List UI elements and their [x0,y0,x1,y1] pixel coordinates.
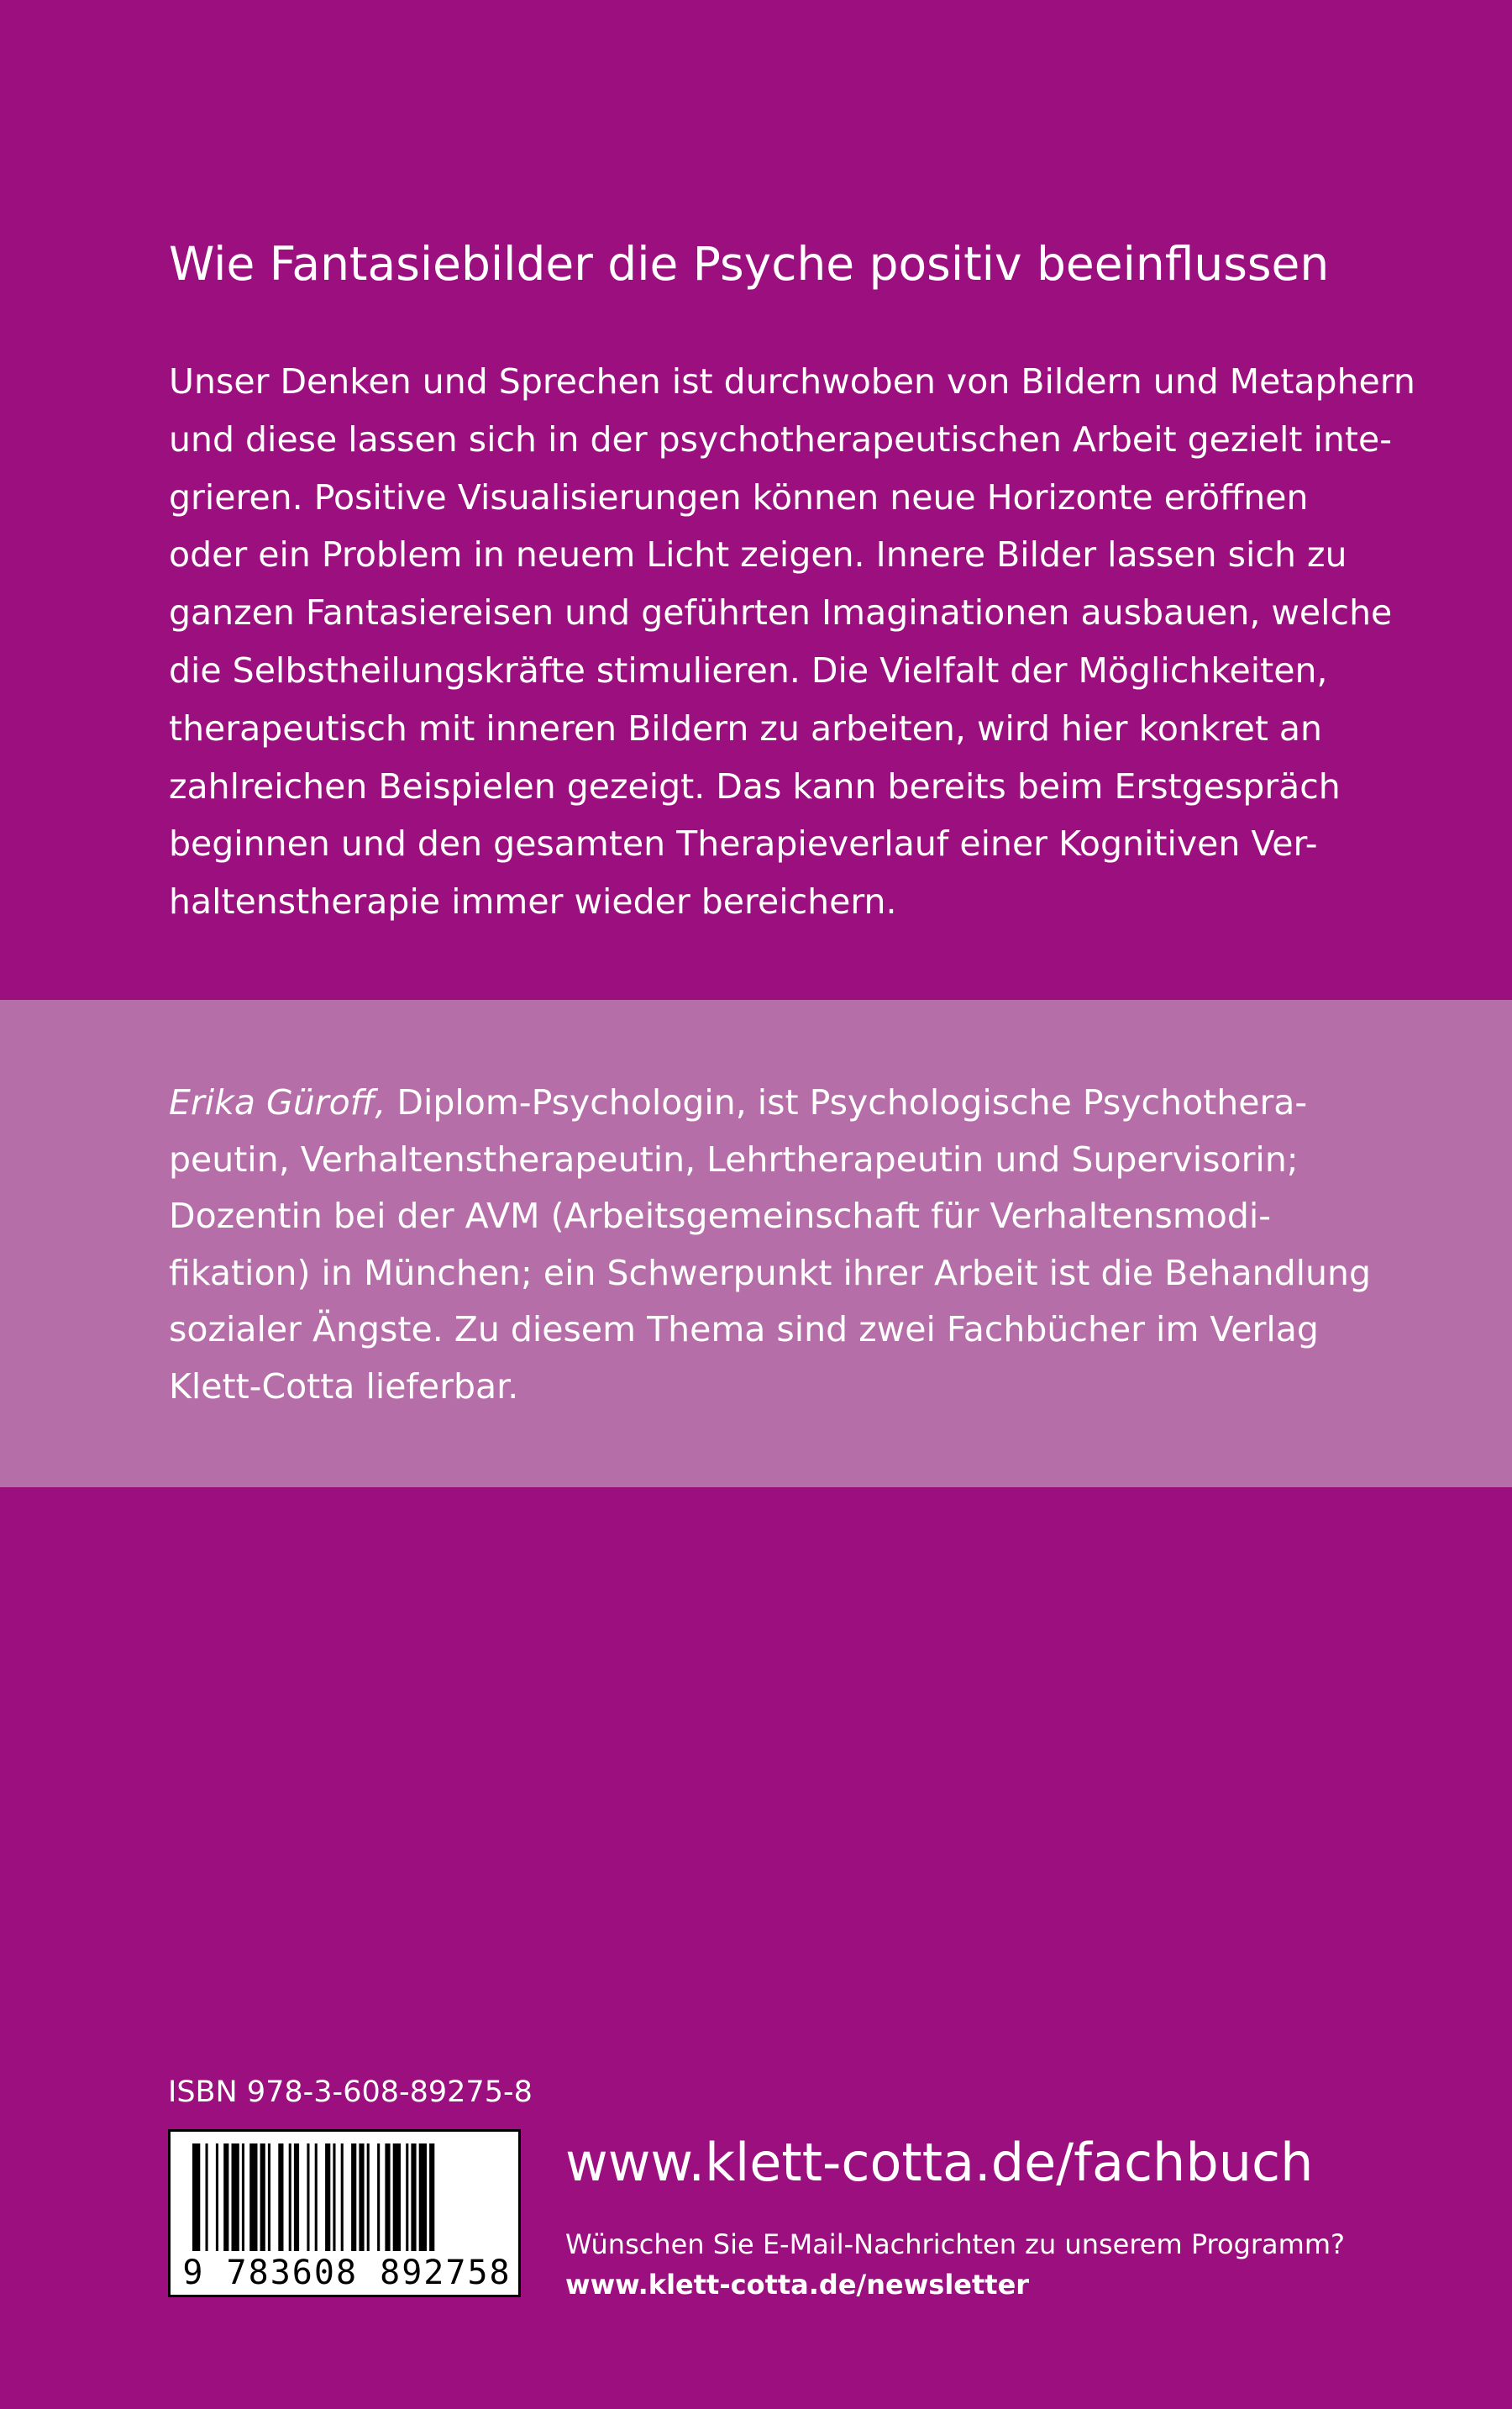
barcode-bar [260,2143,265,2251]
description-line: grieren. Positive Visualisierungen können neue Horizonte eröffnen [169,476,1309,518]
barcode-bar [206,2143,208,2251]
barcode-bar [385,2143,390,2251]
description-line: therapeutisch mit inneren Bildern zu arbeiten, wird hier konkret an [169,707,1323,749]
barcode-bar [242,2143,244,2251]
author-bio-line: fikation) in München; ein Schwerpunkt ihrer Arbeit ist die Behandlung [169,1252,1372,1293]
author-bio-line [169,1075,1387,1132]
author-bio-line: Dozentin bei der AVM (Arbeitsgemeinschaft für Verhaltensmodi- [169,1196,1272,1236]
barcode-bar [249,2143,257,2251]
barcode-bars [192,2143,501,2251]
barcode-bar [289,2143,291,2251]
author-bio-line: Klett-Cotta lieferbar. [169,1365,519,1407]
author-bio [169,1075,1387,1415]
barcode-bar [393,2143,401,2251]
barcode-bar [278,2143,283,2251]
description-line: zahlreichen Beispielen gezeigt. Das kann bereits beim Erstgespräch [169,765,1341,807]
description-line: ganzen Fantasiereisen und geführten Imaginationen ausbauen, welche [169,592,1393,634]
barcode-digits: 9 783608 892758 [182,2254,512,2292]
author-name: Erika Güroff, [169,1082,386,1123]
description-line: die Selbstheilungskräfte stimulieren. Die Vielfalt der Möglichkeiten, [169,650,1328,691]
barcode-bar [359,2143,364,2251]
barcode-bar [307,2143,309,2251]
newsletter-question: Wünschen Sie E-Mail-Nachrichten zu unserem Programm? [565,2228,1345,2260]
barcode-bar [377,2143,380,2251]
author-bio-line: sozialer Ängste. Zu diesem Thema sind zwei Fachbücher im Verlag [169,1309,1319,1349]
barcode-bar [367,2143,370,2251]
barcode-bar [325,2143,330,2251]
description-line: beginnen und den gesamten Therapieverlauf einer Kognitiven Ver- [169,823,1318,865]
author-bio-line: peutin, Verhaltenstherapeutin, Lehrtherapeutin und Supervisorin; [169,1139,1299,1180]
barcode-bar [351,2143,356,2251]
barcode [168,2129,521,2297]
barcode-bar [429,2143,434,2251]
barcode-bar [192,2143,200,2251]
author-bio-first-line: Diplom-Psychologin, ist Psychologische Psychothera- [386,1082,1308,1123]
description-line: und diese lassen sich in der psychotherapeutischen Arbeit gezielt inte- [169,418,1393,460]
barcode-bar [315,2143,318,2251]
headline: Wie Fantasiebilder die Psyche positiv beeinflussen [169,237,1330,291]
website-link[interactable]: www.klett-cotta.de/fachbuch [565,2132,1314,2193]
barcode-bar [268,2143,270,2251]
description-line: haltenstherapie immer wieder bereichern. [169,881,897,923]
barcode-bar [232,2143,239,2251]
barcode-bar [411,2143,416,2251]
barcode-bar [216,2143,218,2251]
barcode-bar [419,2143,427,2251]
newsletter-link[interactable]: www.klett-cotta.de/newsletter [565,2269,1030,2301]
description-text [169,353,1415,931]
barcode-bar [341,2143,344,2251]
isbn-label: ISBN 978-3-608-89275-8 [168,2075,533,2109]
description-line: Unser Denken und Sprechen ist durchwoben von Bildern und Metaphern [169,361,1415,402]
description-line: oder ein Problem in neuem Licht zeigen. Innere Bilder lassen sich zu [169,534,1347,576]
barcode-bar [294,2143,299,2251]
barcode-bar [223,2143,228,2251]
barcode-bar [333,2143,335,2251]
barcode-bar [406,2143,408,2251]
